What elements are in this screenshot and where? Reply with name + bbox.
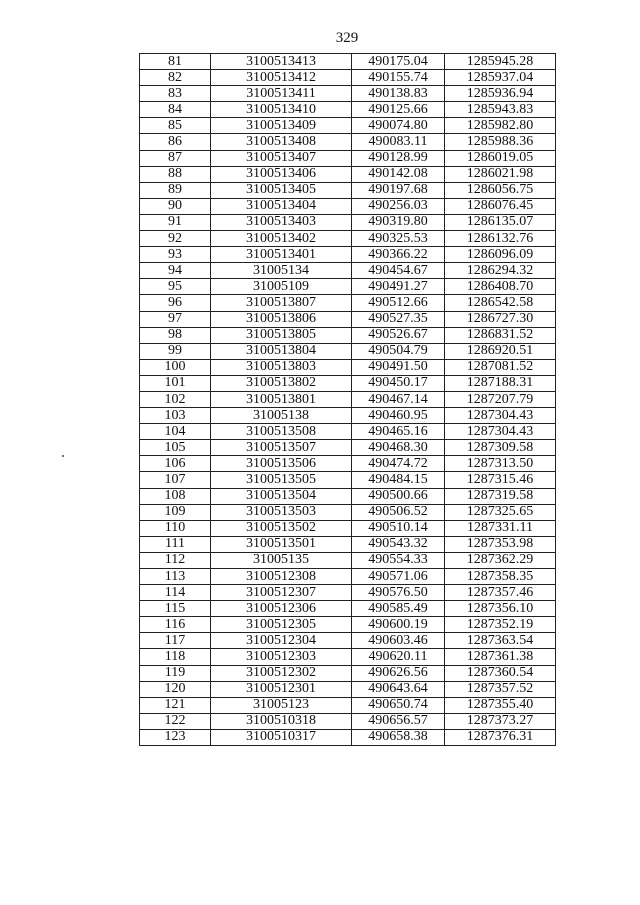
row-number-cell: 97	[140, 311, 211, 327]
y-coordinate-cell: 1287304.43	[445, 424, 556, 440]
x-coordinate-cell: 490650.74	[352, 697, 445, 713]
row-number-cell: 105	[140, 440, 211, 456]
table-row	[140, 472, 556, 488]
y-coordinate-cell: 1286408.70	[445, 279, 556, 295]
table-row	[140, 150, 556, 166]
point-id-cell: 3100513807	[211, 295, 352, 311]
table-row	[140, 231, 556, 247]
point-id-cell: 3100513409	[211, 118, 352, 134]
row-number-cell: 81	[140, 54, 211, 70]
row-number-cell: 107	[140, 472, 211, 488]
table-row	[140, 569, 556, 585]
x-coordinate-cell: 490620.11	[352, 649, 445, 665]
x-coordinate-cell: 490460.95	[352, 408, 445, 424]
table-row	[140, 456, 556, 472]
point-id-cell: 31005134	[211, 263, 352, 279]
table-row	[140, 665, 556, 681]
row-number-cell: 108	[140, 488, 211, 504]
table-row	[140, 359, 556, 375]
row-number-cell: 112	[140, 552, 211, 568]
y-coordinate-cell: 1287353.98	[445, 536, 556, 552]
y-coordinate-cell: 1287352.19	[445, 617, 556, 633]
page-number: 329	[335, 30, 359, 46]
point-id-cell: 31005135	[211, 552, 352, 568]
x-coordinate-cell: 490658.38	[352, 729, 445, 745]
x-coordinate-cell: 490175.04	[352, 54, 445, 70]
point-id-cell: 3100513803	[211, 359, 352, 375]
y-coordinate-cell: 1286294.32	[445, 263, 556, 279]
point-id-cell: 31005123	[211, 697, 352, 713]
y-coordinate-cell: 1287081.52	[445, 359, 556, 375]
point-id-cell: 3100512305	[211, 617, 352, 633]
x-coordinate-cell: 490626.56	[352, 665, 445, 681]
y-coordinate-cell: 1285945.28	[445, 54, 556, 70]
row-number-cell: 100	[140, 359, 211, 375]
table-row	[140, 617, 556, 633]
row-number-cell: 99	[140, 343, 211, 359]
row-number-cell: 109	[140, 504, 211, 520]
point-id-cell: 3100513403	[211, 214, 352, 230]
point-id-cell: 3100513806	[211, 311, 352, 327]
point-id-cell: 3100513505	[211, 472, 352, 488]
table-row	[140, 440, 556, 456]
y-coordinate-cell: 1287360.54	[445, 665, 556, 681]
table-row	[140, 118, 556, 134]
point-id-cell: 3100513413	[211, 54, 352, 70]
row-number-cell: 88	[140, 166, 211, 182]
point-id-cell: 3100513507	[211, 440, 352, 456]
table-row	[140, 279, 556, 295]
row-number-cell: 103	[140, 408, 211, 424]
row-number-cell: 91	[140, 214, 211, 230]
table-row	[140, 552, 556, 568]
row-number-cell: 110	[140, 520, 211, 536]
y-coordinate-cell: 1287358.35	[445, 569, 556, 585]
table-row	[140, 134, 556, 150]
row-number-cell: 92	[140, 231, 211, 247]
row-number-cell: 104	[140, 424, 211, 440]
table-row	[140, 649, 556, 665]
row-number-cell: 83	[140, 86, 211, 102]
row-number-cell: 82	[140, 70, 211, 86]
table-row	[140, 536, 556, 552]
row-number-cell: 90	[140, 198, 211, 214]
table-row	[140, 295, 556, 311]
table-row	[140, 488, 556, 504]
y-coordinate-cell: 1287309.58	[445, 440, 556, 456]
point-id-cell: 3100512306	[211, 601, 352, 617]
y-coordinate-cell: 1287315.46	[445, 472, 556, 488]
table-row	[140, 391, 556, 407]
row-number-cell: 96	[140, 295, 211, 311]
row-number-cell: 115	[140, 601, 211, 617]
x-coordinate-cell: 490571.06	[352, 569, 445, 585]
y-coordinate-cell: 1286132.76	[445, 231, 556, 247]
x-coordinate-cell: 490155.74	[352, 70, 445, 86]
row-number-cell: 84	[140, 102, 211, 118]
x-coordinate-cell: 490197.68	[352, 182, 445, 198]
y-coordinate-cell: 1287357.46	[445, 585, 556, 601]
point-id-cell: 3100512302	[211, 665, 352, 681]
y-coordinate-cell: 1286831.52	[445, 327, 556, 343]
x-coordinate-cell: 490074.80	[352, 118, 445, 134]
table-row	[140, 585, 556, 601]
row-number-cell: 94	[140, 263, 211, 279]
table-row	[140, 601, 556, 617]
y-coordinate-cell: 1285943.83	[445, 102, 556, 118]
x-coordinate-cell: 490510.14	[352, 520, 445, 536]
row-number-cell: 123	[140, 729, 211, 745]
row-number-cell: 85	[140, 118, 211, 134]
table-row	[140, 311, 556, 327]
y-coordinate-cell: 1286021.98	[445, 166, 556, 182]
x-coordinate-cell: 490325.53	[352, 231, 445, 247]
x-coordinate-cell: 490543.32	[352, 536, 445, 552]
x-coordinate-cell: 490554.33	[352, 552, 445, 568]
x-coordinate-cell: 490491.27	[352, 279, 445, 295]
x-coordinate-cell: 490142.08	[352, 166, 445, 182]
y-coordinate-cell: 1285982.80	[445, 118, 556, 134]
point-id-cell: 3100513502	[211, 520, 352, 536]
y-coordinate-cell: 1287313.50	[445, 456, 556, 472]
point-id-cell: 3100513411	[211, 86, 352, 102]
point-id-cell: 3100513408	[211, 134, 352, 150]
x-coordinate-cell: 490256.03	[352, 198, 445, 214]
row-number-cell: 119	[140, 665, 211, 681]
table-row	[140, 54, 556, 70]
y-coordinate-cell: 1287363.54	[445, 633, 556, 649]
row-number-cell: 120	[140, 681, 211, 697]
row-number-cell: 95	[140, 279, 211, 295]
row-number-cell: 101	[140, 375, 211, 391]
y-coordinate-cell: 1286019.05	[445, 150, 556, 166]
row-number-cell: 86	[140, 134, 211, 150]
point-id-cell: 3100510318	[211, 713, 352, 729]
x-coordinate-cell: 490465.16	[352, 424, 445, 440]
point-id-cell: 31005138	[211, 408, 352, 424]
x-coordinate-cell: 490656.57	[352, 713, 445, 729]
row-number-cell: 106	[140, 456, 211, 472]
table-row	[140, 375, 556, 391]
table-row	[140, 681, 556, 697]
point-id-cell: 3100513404	[211, 198, 352, 214]
y-coordinate-cell: 1286056.75	[445, 182, 556, 198]
point-id-cell: 3100513508	[211, 424, 352, 440]
point-id-cell: 3100513402	[211, 231, 352, 247]
row-number-cell: 102	[140, 391, 211, 407]
coordinates-table	[139, 53, 556, 746]
row-number-cell: 117	[140, 633, 211, 649]
table-row	[140, 327, 556, 343]
coordinates-table-body	[140, 54, 556, 746]
x-coordinate-cell: 490468.30	[352, 440, 445, 456]
row-number-cell: 111	[140, 536, 211, 552]
row-number-cell: 114	[140, 585, 211, 601]
point-id-cell: 3100513406	[211, 166, 352, 182]
y-coordinate-cell: 1285988.36	[445, 134, 556, 150]
y-coordinate-cell: 1286076.45	[445, 198, 556, 214]
row-number-cell: 121	[140, 697, 211, 713]
point-id-cell: 3100513801	[211, 391, 352, 407]
point-id-cell: 3100513504	[211, 488, 352, 504]
y-coordinate-cell: 1287362.29	[445, 552, 556, 568]
y-coordinate-cell: 1285936.94	[445, 86, 556, 102]
y-coordinate-cell: 1287188.31	[445, 375, 556, 391]
x-coordinate-cell: 490527.35	[352, 311, 445, 327]
table-row	[140, 102, 556, 118]
x-coordinate-cell: 490500.66	[352, 488, 445, 504]
point-id-cell: 3100513410	[211, 102, 352, 118]
x-coordinate-cell: 490366.22	[352, 247, 445, 263]
row-number-cell: 116	[140, 617, 211, 633]
row-number-cell: 87	[140, 150, 211, 166]
x-coordinate-cell: 490643.64	[352, 681, 445, 697]
x-coordinate-cell: 490484.15	[352, 472, 445, 488]
x-coordinate-cell: 490128.99	[352, 150, 445, 166]
y-coordinate-cell: 1286727.30	[445, 311, 556, 327]
point-id-cell: 3100512308	[211, 569, 352, 585]
table-row	[140, 520, 556, 536]
point-id-cell: 3100513805	[211, 327, 352, 343]
y-coordinate-cell: 1285937.04	[445, 70, 556, 86]
row-number-cell: 118	[140, 649, 211, 665]
table-row	[140, 408, 556, 424]
point-id-cell: 3100512303	[211, 649, 352, 665]
x-coordinate-cell: 490491.50	[352, 359, 445, 375]
point-id-cell: 3100513804	[211, 343, 352, 359]
y-coordinate-cell: 1287331.11	[445, 520, 556, 536]
x-coordinate-cell: 490454.67	[352, 263, 445, 279]
y-coordinate-cell: 1287357.52	[445, 681, 556, 697]
x-coordinate-cell: 490576.50	[352, 585, 445, 601]
point-id-cell: 3100513412	[211, 70, 352, 86]
table-row	[140, 697, 556, 713]
y-coordinate-cell: 1287319.58	[445, 488, 556, 504]
table-row	[140, 263, 556, 279]
x-coordinate-cell: 490603.46	[352, 633, 445, 649]
row-number-cell: 93	[140, 247, 211, 263]
row-number-cell: 113	[140, 569, 211, 585]
table-row	[140, 424, 556, 440]
table-row	[140, 86, 556, 102]
table-row	[140, 70, 556, 86]
table-row	[140, 214, 556, 230]
table-row	[140, 504, 556, 520]
x-coordinate-cell: 490526.67	[352, 327, 445, 343]
point-id-cell: 31005109	[211, 279, 352, 295]
y-coordinate-cell: 1286135.07	[445, 214, 556, 230]
y-coordinate-cell: 1287373.27	[445, 713, 556, 729]
x-coordinate-cell: 490504.79	[352, 343, 445, 359]
x-coordinate-cell: 490600.19	[352, 617, 445, 633]
row-number-cell: 89	[140, 182, 211, 198]
y-coordinate-cell: 1287376.31	[445, 729, 556, 745]
table-row	[140, 343, 556, 359]
point-id-cell: 3100513405	[211, 182, 352, 198]
point-id-cell: 3100513401	[211, 247, 352, 263]
y-coordinate-cell: 1286096.09	[445, 247, 556, 263]
point-id-cell: 3100513407	[211, 150, 352, 166]
x-coordinate-cell: 490585.49	[352, 601, 445, 617]
point-id-cell: 3100513501	[211, 536, 352, 552]
point-id-cell: 3100512301	[211, 681, 352, 697]
point-id-cell: 3100513506	[211, 456, 352, 472]
x-coordinate-cell: 490467.14	[352, 391, 445, 407]
point-id-cell: 3100512304	[211, 633, 352, 649]
stray-mark	[62, 455, 64, 457]
x-coordinate-cell: 490083.11	[352, 134, 445, 150]
y-coordinate-cell: 1287304.43	[445, 408, 556, 424]
y-coordinate-cell: 1286920.51	[445, 343, 556, 359]
y-coordinate-cell: 1287325.65	[445, 504, 556, 520]
row-number-cell: 122	[140, 713, 211, 729]
x-coordinate-cell: 490450.17	[352, 375, 445, 391]
y-coordinate-cell: 1287356.10	[445, 601, 556, 617]
table-row	[140, 166, 556, 182]
x-coordinate-cell: 490125.66	[352, 102, 445, 118]
table-row	[140, 182, 556, 198]
x-coordinate-cell: 490506.52	[352, 504, 445, 520]
row-number-cell: 98	[140, 327, 211, 343]
point-id-cell: 3100512307	[211, 585, 352, 601]
point-id-cell: 3100513503	[211, 504, 352, 520]
y-coordinate-cell: 1287207.79	[445, 391, 556, 407]
x-coordinate-cell: 490138.83	[352, 86, 445, 102]
y-coordinate-cell: 1287361.38	[445, 649, 556, 665]
y-coordinate-cell: 1287355.40	[445, 697, 556, 713]
point-id-cell: 3100513802	[211, 375, 352, 391]
table-row	[140, 729, 556, 745]
x-coordinate-cell: 490512.66	[352, 295, 445, 311]
table-row	[140, 247, 556, 263]
table-row	[140, 633, 556, 649]
x-coordinate-cell: 490474.72	[352, 456, 445, 472]
y-coordinate-cell: 1286542.58	[445, 295, 556, 311]
point-id-cell: 3100510317	[211, 729, 352, 745]
table-row	[140, 713, 556, 729]
x-coordinate-cell: 490319.80	[352, 214, 445, 230]
table-row	[140, 198, 556, 214]
